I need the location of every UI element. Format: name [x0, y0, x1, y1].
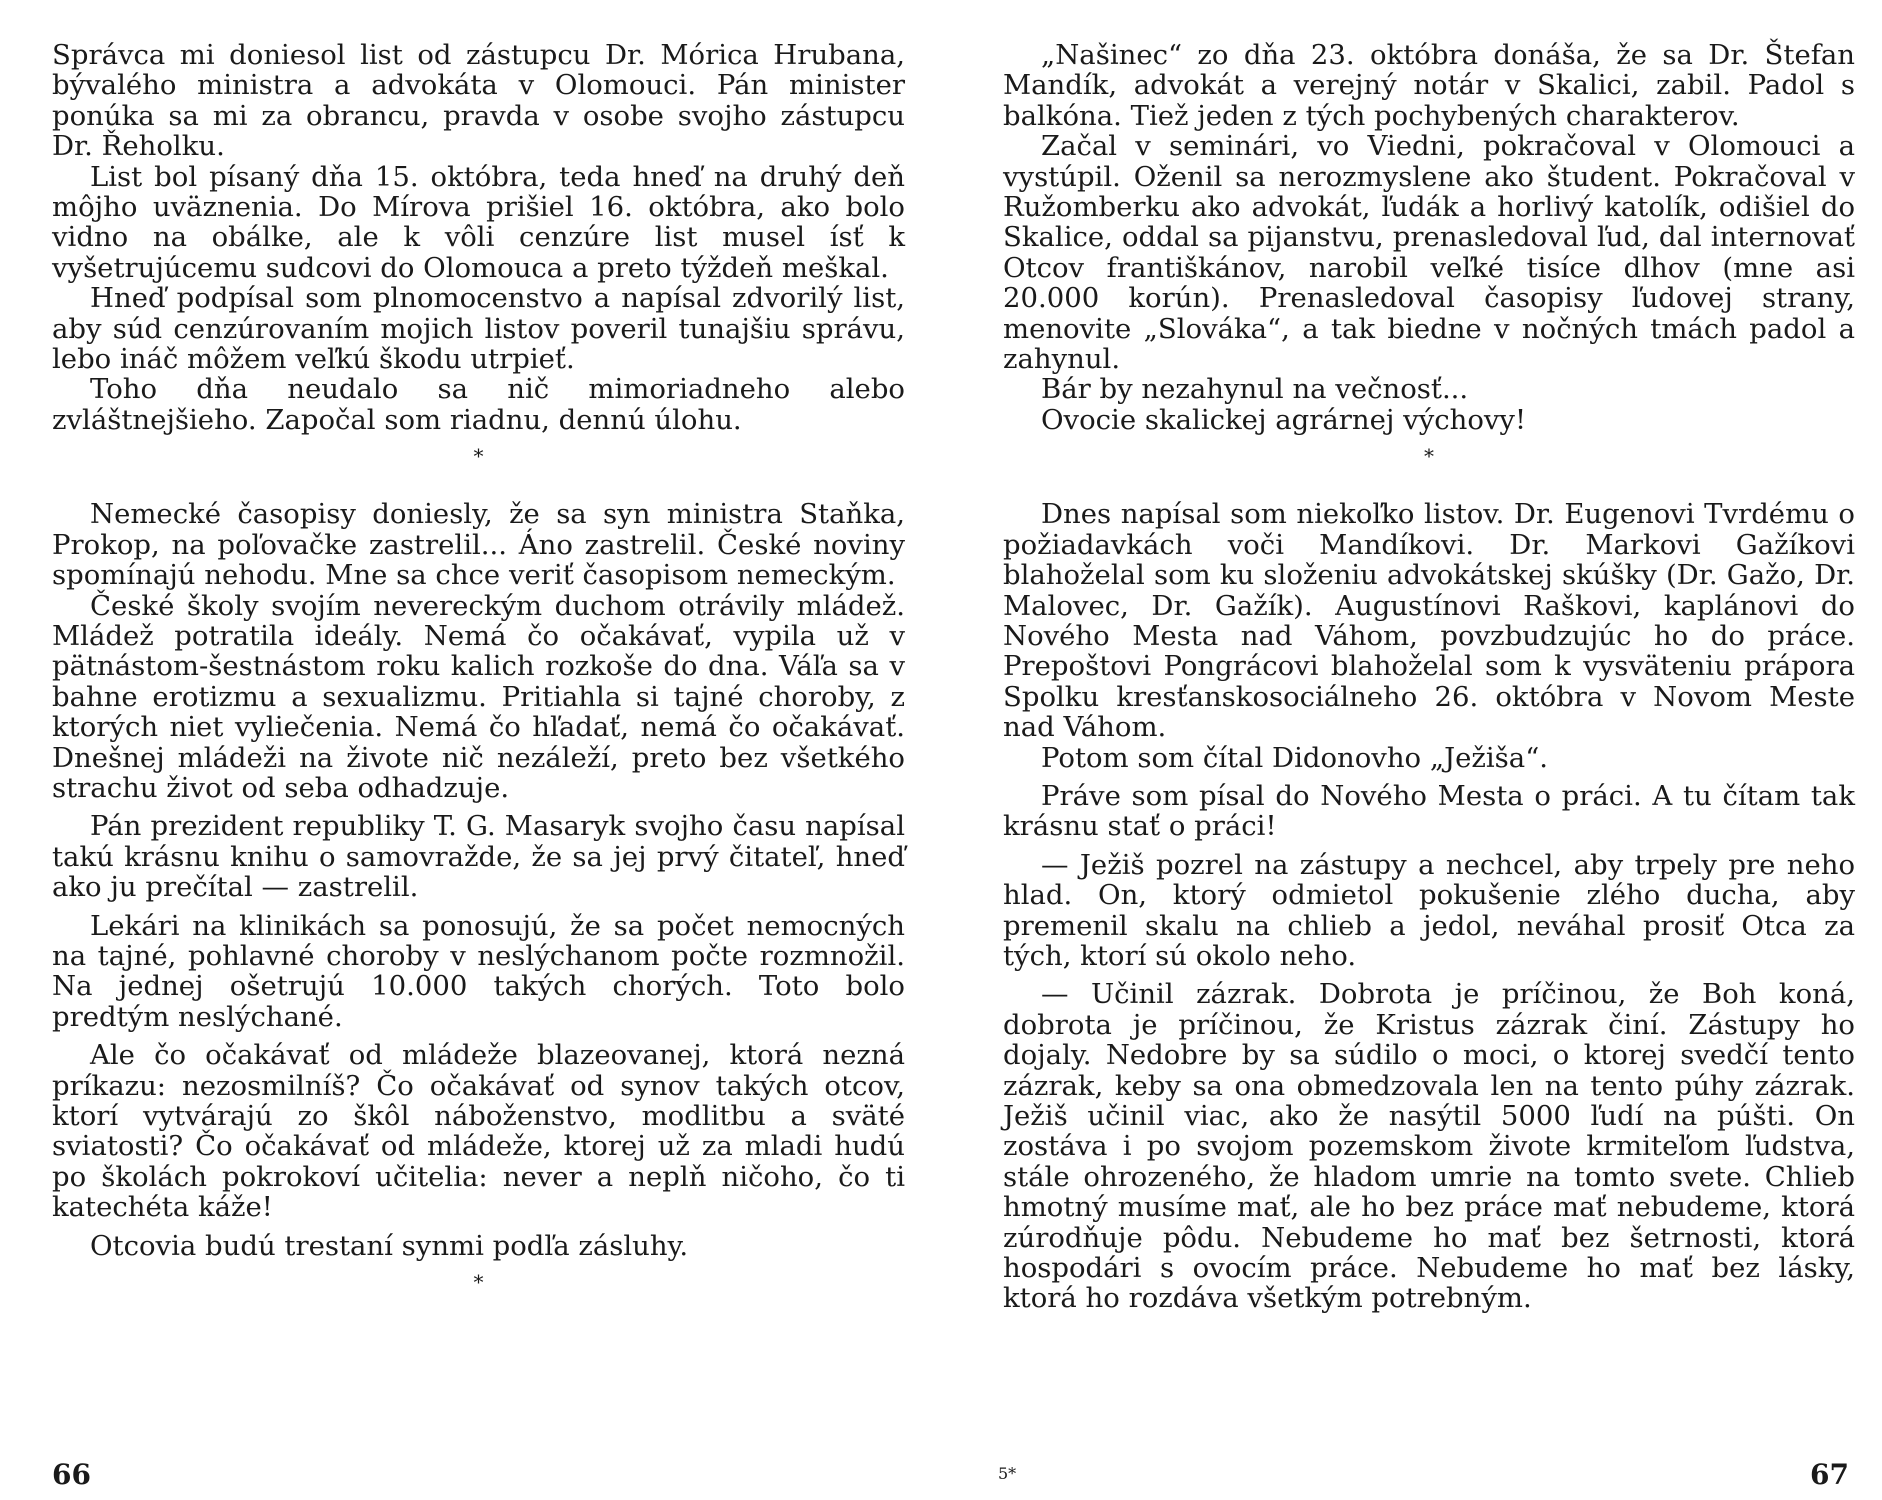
paragraph: Lekári na klinikách sa ponosujú, že sa počet nemocných na tajné, pohlavné choroby v neslýchanom počte rozmnožil. Na jednej ošetrujú 10.000 takých chorých. Toto bolo predtým neslýchané.: [52, 909, 905, 1033]
paragraph: Potom som čítal Didonovho „Ježiša“.: [1041, 741, 1548, 774]
paragraph: Toho dňa neudalo sa nič mimoriadneho alebo zvláštnejšieho. Započal som riadnu, dennú úlohu.: [52, 373, 905, 436]
paragraph: České školy svojím nevereckým duchom otrávily mládež. Mládež potratila ideály. Nemá čo očakávať, vypila už v pätnástom-šestnástom roku kalich rozkoše do dna. Váľa sa v bahne erotizmu a sexualizmu. Pritiahla si tajné choroby, z ktorých niet vyliečenia. Nemá čo hľadať, nemá čo očakávať. Dnešnej mládeži na živote nič nezáleží, preto bez všetkého strachu život od seba odhadzuje.: [52, 589, 905, 804]
paragraph: „Našinec“ zo dňa 23. októbra donáša, že sa Dr. Štefan Mandík, advokát a verejný notár v Skalici, zabil. Padol s balkóna. Tiež jeden z tých pochybených charakterov.: [1003, 39, 1855, 132]
section-ornament: *: [473, 444, 484, 469]
printer-signature-mark: 5*: [998, 1464, 1017, 1483]
paragraph: Začal v seminári, vo Viedni, pokračoval v Olomouci a vystúpil. Oženil sa nerozmyslene ako študent. Pokračoval v Ružomberku ako advokát, ľudák a horlivý katolík, odišiel do Skalice, oddal sa pijanstvu, prenasledoval ľud, dal internovať Otcov františkánov, narobil veľké tisíce dlhov (mne asi 20.000 korún). Prenasledoval časopisy ľudovej strany, menovite „Slováka“, a tak biedne v nočných tmách padol a zahynul.: [1003, 130, 1855, 376]
paragraph: Hneď podpísal som plnomocenstvo a napísal zdvorilý list, aby súd cenzúrovaním mojich listov poveril tunajšiu správu, lebo ináč môžem veľkú škodu utrpieť.: [52, 282, 905, 376]
right-text-column: [1003, 40, 1855, 1314]
section-ornament: *: [473, 1270, 484, 1295]
section-ornament: *: [1424, 444, 1434, 469]
left-text-column: [52, 40, 905, 1297]
paragraph: List bol písaný dňa 15. októbra, teda hneď na druhý deň môjho uväznenia. Do Mírova prišiel 16. októbra, ako bolo vidno na obálke, ale k vôli cenzúre list musel ísť k vyšetrujúcemu sudcovi do Olomouca a preto týždeň meškal.: [52, 160, 905, 284]
paragraph: Správca mi doniesol list od zástupcu Dr. Mórica Hrubana, bývalého ministra a advokáta v Olomouci. Pán minister ponúka sa mi za obrancu, pravda v osobe svojho zástupcu Dr. Řeholku.: [52, 39, 905, 163]
left-page: [52, 40, 905, 1297]
page-number-right: 67: [1810, 1458, 1849, 1491]
paragraph: — Učinil zázrak. Dobrota je príčinou, že Boh koná, dobrota je príčinou, že Kristus zázrak činí. Zástupy ho dojaly. Nedobre by sa súdilo o moci, o ktorej svedčí tento zázrak, keby sa ona obmedzovala len na tento púhy zázrak. Ježiš učinil viac, ako že nasýtil 5000 ľudí na púšti. On zostáva i po svojom pozemskom živote krmiteľom ľudstva, stále ohrozeného, že hladom umrie na tomto svete. Chlieb hmotný musíme mať, ale ho bez práce mať nebudeme, ktorá zúrodňuje pôdu. Nebudeme ho mať bez šetrnosti, ktorá hospodári s ovocím práce. Nebudeme ho mať bez lásky, ktorá ho rozdáva všetkým potrebným.: [1003, 978, 1855, 1315]
paragraph: — Ježiš pozrel na zástupy a nechcel, aby trpely pre neho hlad. On, ktorý odmietol pokušenie zlého ducha, aby premenil skalu na chlieb a jedol, neváhal prosiť Otca za tých, ktorí sú okolo neho.: [1003, 848, 1855, 972]
paragraph: Práve som písal do Nového Mesta o práci. A tu čítam tak krásnu stať o práci!: [1003, 779, 1855, 843]
paragraph: Dnes napísal som niekoľko listov. Dr. Eugenovi Tvrdému o požiadavkách voči Mandíkovi. Dr. Markovi Gažíkovi blahoželal som ku složeniu advokátskej skúšky (Dr. Gažo, Dr. Malovec, Dr. Gažík). Augustínovi Raškovi, kaplánovi do Nového Mesta nad Váhom, povzbudzujúc ho do práce. Prepoštovi Pongrácovi blahoželal som k vysväteniu prápora Spolku kresťanskosociálneho 26. októbra v Novom Meste nad Váhom.: [1003, 498, 1855, 744]
paragraph: Ale čo očakávať od mládeže blazeovanej, ktorá nezná príkazu: nezosmilníš? Čo očakávať od synov takých otcov, ktorí vytvárajú zo škôl náboženstvo, modlitbu a sväté sviatosti? Čo očakávať od mládeže, ktorej už za mladi hudú po školách pokrokoví učitelia: never a neplň ničoho, čo ti katechéta káže!: [52, 1039, 905, 1224]
paragraph: Nemecké časopisy doniesly, že sa syn ministra Staňka, Prokop, na poľovačke zastrelil... Áno zastrelil. České noviny spomínajú nehodu. Mne sa chce veriť časopisom nemeckým.: [52, 498, 905, 592]
page-number-left: 66: [52, 1458, 91, 1491]
paragraph: Pán prezident republiky T. G. Masaryk svojho času napísal takú krásnu knihu o samovražde, že sa jej prvý čitateľ, hneď ako ju prečítal — zastrelil.: [52, 810, 905, 904]
paragraph: Otcovia budú trestaní synmi podľa zásluhy.: [90, 1229, 689, 1262]
paragraph: Ovocie skalickej agrárnej výchovy!: [1041, 403, 1527, 436]
right-page: [1003, 40, 1855, 1314]
paragraph: Bár by nezahynul na večnosť...: [1041, 373, 1469, 406]
